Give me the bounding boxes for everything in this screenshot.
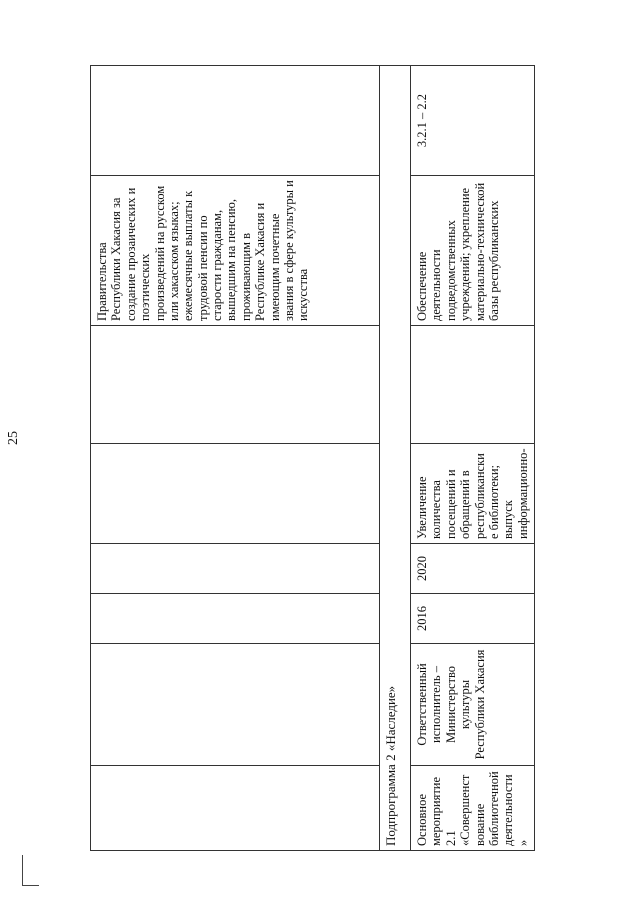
table-cell bbox=[91, 66, 380, 176]
table-cell-directions: Правительства Республики Хакасия за создание прозаических и поэтических произведений на русском или хакасском языках; ежемесячные выплаты к трудовой пенсии по старости гражданам, вышедшим на пенсию, проживающим в Республике Хакасия и имеющим почетные звания в сфере культуры и искусства bbox=[91, 176, 380, 326]
corner-mark bbox=[22, 855, 39, 886]
executor-cell: Ответственный исполнитель – Министерство культуры Республики Хакасия bbox=[411, 644, 535, 766]
page-number: 25 bbox=[6, 431, 21, 445]
indicators-cell: 3.2.1 – 2.2 bbox=[411, 66, 535, 176]
table-cell bbox=[91, 326, 380, 444]
measure-cell: Основное мероприятие 2.1 «Совершенствование библиотечной деятельности» bbox=[411, 766, 535, 851]
table-cell bbox=[91, 766, 380, 851]
table-cell bbox=[91, 444, 380, 544]
table-cell bbox=[411, 326, 535, 444]
table-row bbox=[91, 66, 380, 851]
table-cell bbox=[91, 644, 380, 766]
start-year-cell: 2016 bbox=[411, 594, 535, 644]
directions-cell: Обеспечение деятельности подведомственных учреждений; укрепление материально-технической базы республиканских bbox=[411, 176, 535, 326]
table-row bbox=[411, 66, 535, 851]
subprogram-title: Подпрограмма 2 «Наследие» bbox=[380, 66, 411, 851]
result-cell: Увеличение количества посещений и обращений в республиканские библиотеки; выпуск информационно- bbox=[411, 444, 535, 544]
table-cell bbox=[91, 594, 380, 644]
subprogram-row bbox=[380, 66, 411, 851]
end-year-cell: 2020 bbox=[411, 544, 535, 594]
table-cell bbox=[91, 544, 380, 594]
program-table bbox=[90, 65, 535, 851]
rotated-table-container bbox=[90, 66, 530, 851]
